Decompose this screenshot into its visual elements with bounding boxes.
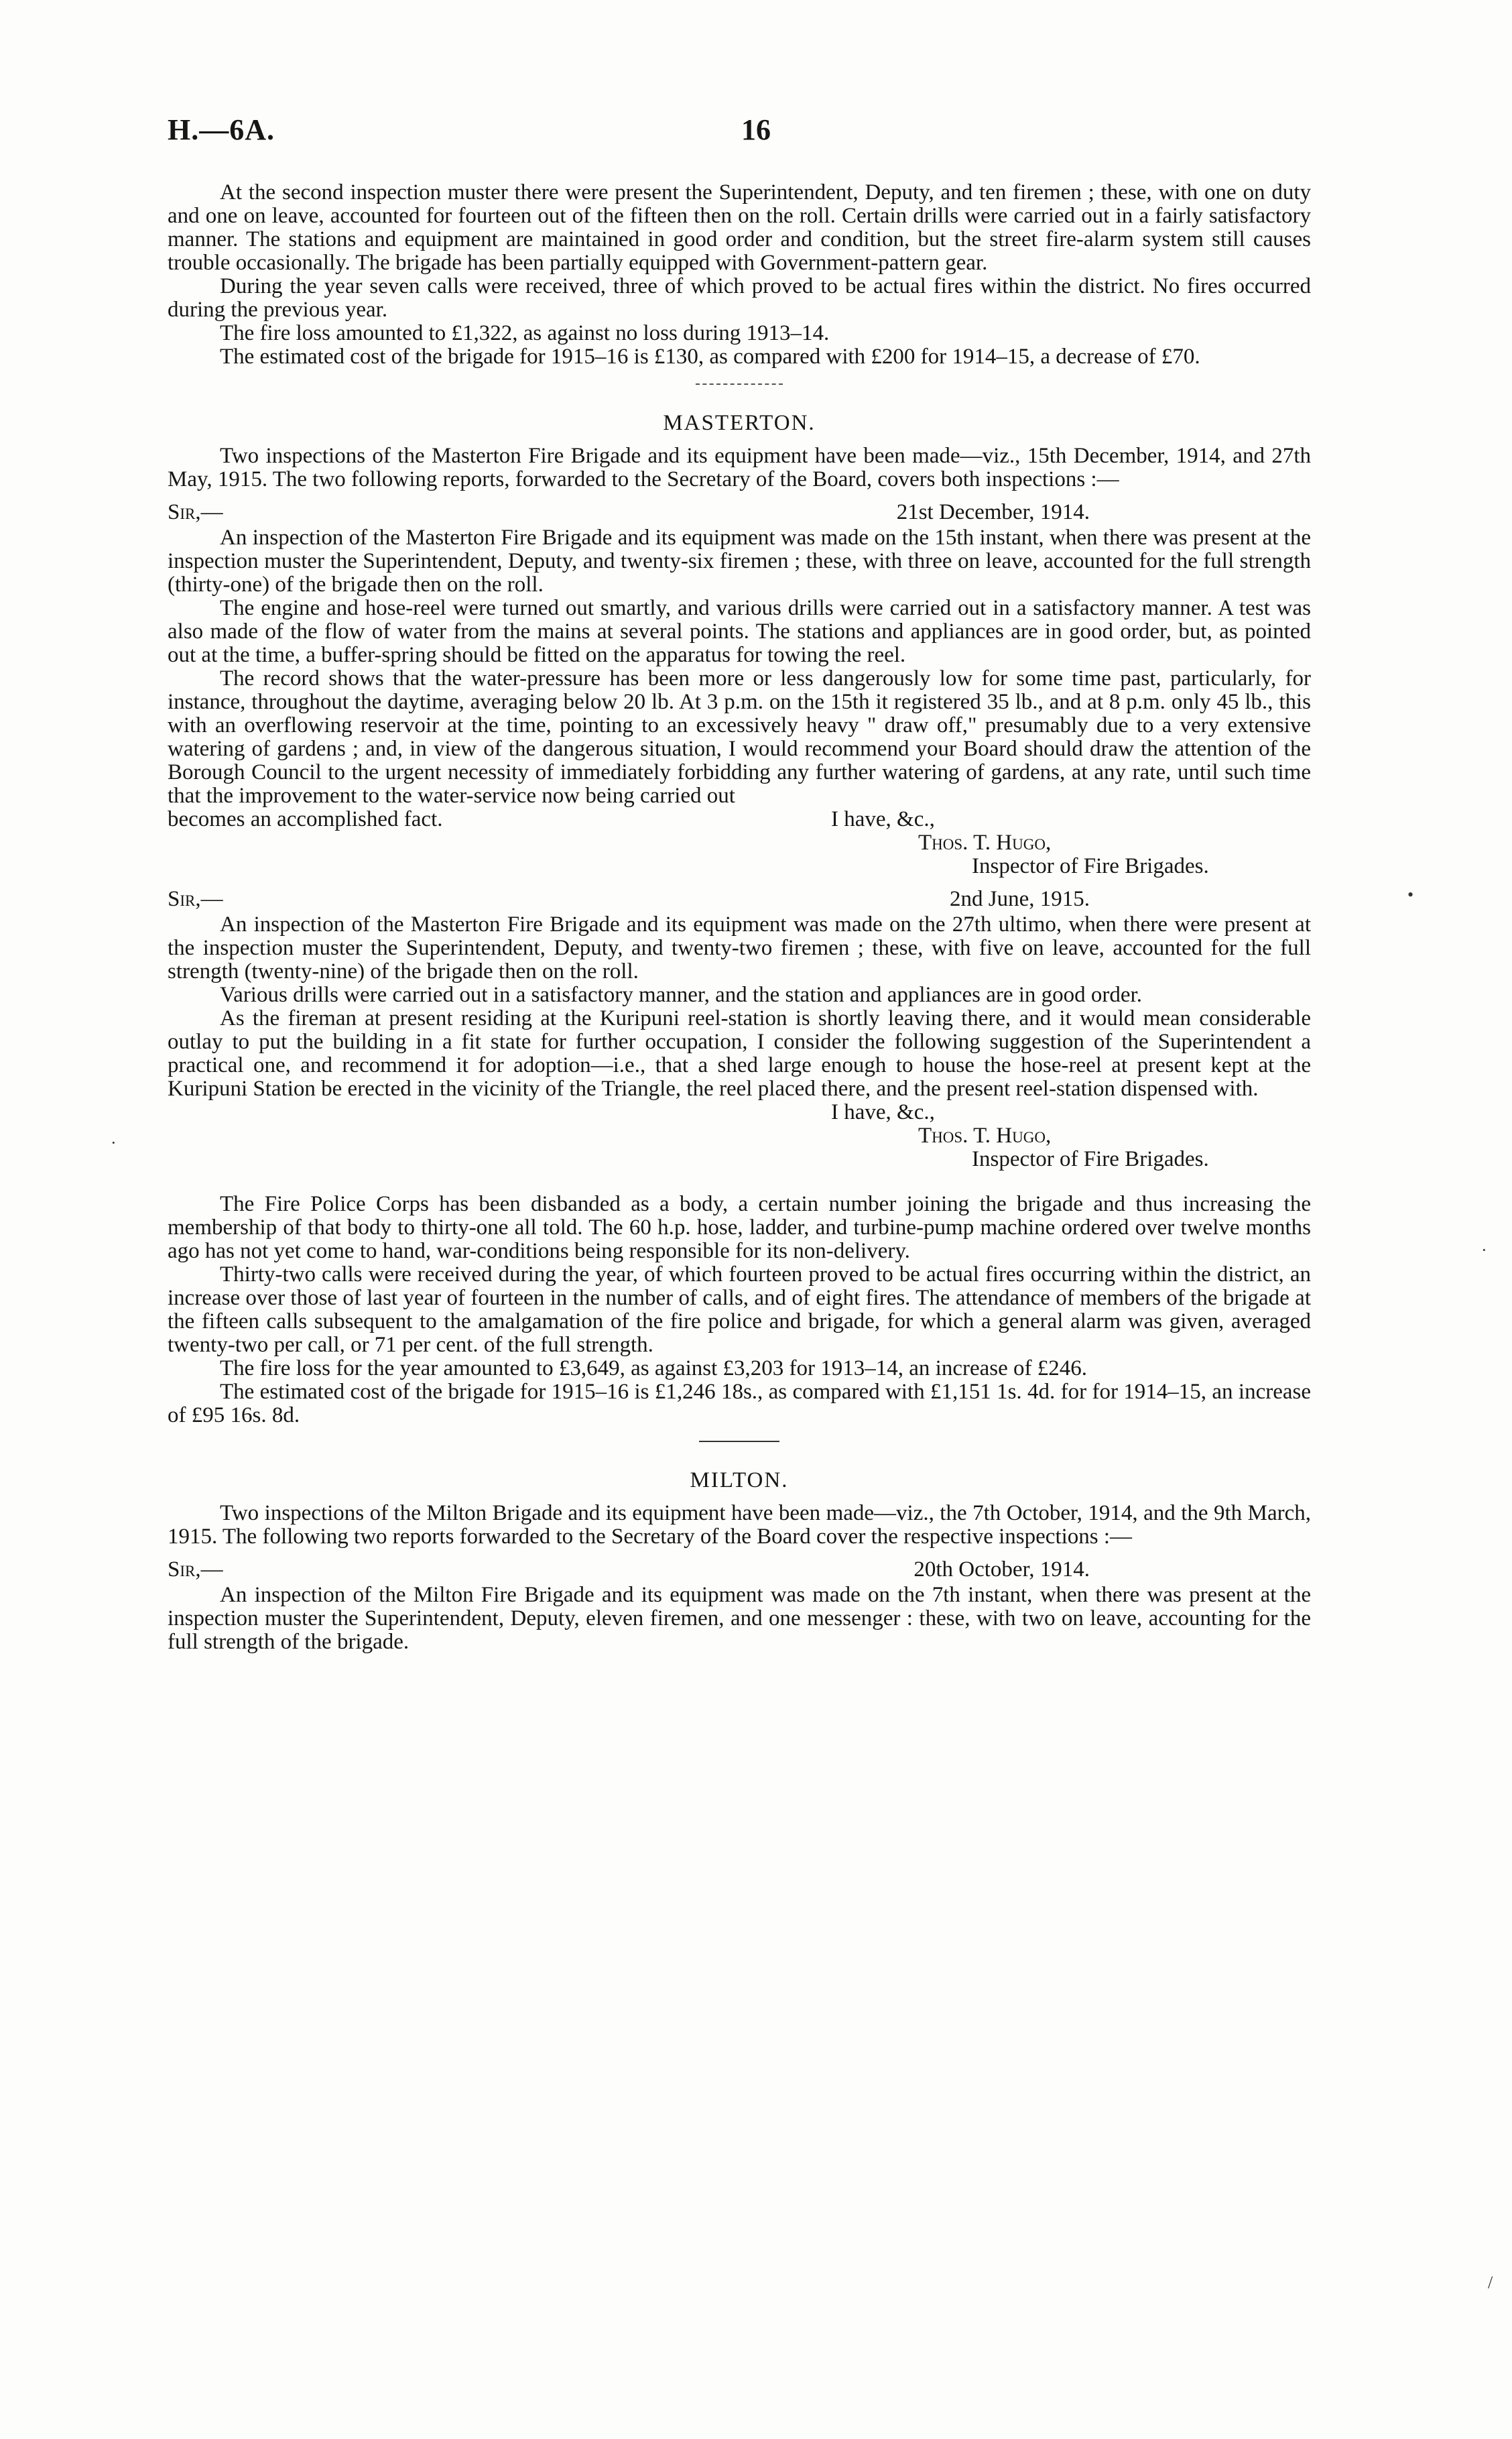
signature: Thos. T. Hugo, — [918, 831, 1052, 855]
paragraph: An inspection of the Masterton Fire Brigade and its equipment was made on the 27th ultimo, when there were present at the inspection muster the Superintendent, Deputy, and twenty-two firemen ; these, with five on leave, accounted for the full strength (twenty-nine) of the brigade then on the roll. — [168, 912, 1311, 984]
scan-speck: / — [1488, 2273, 1493, 2292]
signatory-title: Inspector of Fire Brigades. — [972, 854, 1209, 878]
paragraph: The estimated cost of the brigade for 1915–16 is £130, as compared with £200 for 1914–15, a decrease of £70. — [220, 345, 1200, 369]
section-title-masterton: MASTERTON. — [663, 411, 816, 435]
paragraph: As the fireman at present residing at the Kuripuni reel-station is shortly leaving there, and it would mean considerable outlay to put the building in a fit state for further occupation, I consider the following suggestion of the Superintendent a practical one, and recommend it for adoption—i.e., that a shed large enough to house the hose-reel at present kept at the Kuripuni Station be erected in the vicinity of the Triangle, the reel placed there, and the present reel-station dispensed with. — [168, 1006, 1311, 1101]
closing-phrase: I have, &c., — [831, 1100, 935, 1124]
paragraph: An inspection of the Masterton Fire Brigade and its equipment was made on the 15th instant, when there was present at the inspection muster the Superintendent, Deputy, and twenty-six firemen ; these, with three on leave, accounted for the full strength (thirty-one) of the brigade then on the roll. — [168, 526, 1311, 597]
scan-speck: · — [111, 1133, 117, 1152]
letter-heading — [168, 501, 1311, 526]
page-body — [168, 181, 1311, 1654]
paragraph: The engine and hose-reel were turned out smartly, and various drills were carried out in a satisfactory manner. A test was also made of the flow of water from the mains at several points. The stations and appliances are in good order, but, as pointed out at the time, a buffer-spring should be fitted on the apparatus for towing the reel. — [168, 596, 1311, 667]
salutation: Sir,— — [168, 500, 223, 524]
salutation: Sir,— — [168, 887, 223, 911]
letter-date: 2nd June, 1915. — [950, 887, 1090, 911]
letter-date: 21st December, 1914. — [896, 500, 1090, 524]
letter-date: 20th October, 1914. — [914, 1557, 1090, 1582]
paragraph-end: becomes an accomplished fact. — [168, 807, 443, 831]
scan-speck: · — [1481, 1240, 1487, 1260]
paragraph: Two inspections of the Milton Brigade and its equipment have been made—viz., the 7th October, 1914, and the 9th March, 1915. The following two reports forwarded to the Secretary of the Board cover the respective inspections :— — [168, 1501, 1311, 1549]
paragraph: The fire loss amounted to £1,322, as against no loss during 1913–14. — [220, 321, 830, 345]
closing-phrase: I have, &c., — [831, 807, 935, 831]
paragraph: The Fire Police Corps has been disbanded as a body, a certain number joining the brigade and thus increasing the membership of that body to thirty-one all told. The 60 h.p. hose, ladder, and turbine-pump machine ordered over twelve months ago has not yet come to hand, war-conditions being responsible for its non-delivery. — [168, 1192, 1311, 1263]
page-number: 16 — [741, 113, 771, 146]
paragraph: The estimated cost of the brigade for 1915–16 is £1,246 18s., as compared with £1,151 1s. 4d. for for 1914–15, an increase of £95 16s. 8d. — [168, 1380, 1311, 1427]
section-divider — [699, 1441, 779, 1442]
paragraph: At the second inspection muster there were present the Superintendent, Deputy, and ten firemen ; these, with one on duty and one on leave, accounted for fourteen out of the fifteen then on the roll. Certain drills were carried out in a fairly satisfactory manner. The stations and equipment are maintained in good order and condition, but the street fire-alarm system still causes trouble occasionally. The brigade has been partially equipped with Government-pattern gear. — [168, 180, 1311, 275]
letter-closing — [168, 808, 1311, 831]
paragraph: Two inspections of the Masterton Fire Brigade and its equipment have been made—viz., 15th December, 1914, and 27th May, 1915. The two following reports, forwarded to the Secretary of the Board, covers both inspections :— — [168, 444, 1311, 491]
paragraph: Thirty-two calls were received during the year, of which fourteen proved to be actual fires occurring within the district, an increase over those of last year of fourteen in the number of calls, and of eight fires. The attendance of members of the brigade at the fifteen calls subsequent to the amalgamation of the fire police and brigade, for which a general alarm was given, averaged twenty-two per call, or 71 per cent. of the full strength. — [168, 1262, 1311, 1357]
paragraph: During the year seven calls were received, three of which proved to be actual fires within the district. No fires occurred during the previous year. — [168, 274, 1311, 322]
signatory-title: Inspector of Fire Brigades. — [972, 1147, 1209, 1171]
paragraph: The record shows that the water-pressure has been more or less dangerously low for some time past, particularly, for instance, throughout the daytime, averaging below 20 lb. At 3 p.m. on the 15th it registered 35 lb., and at 8 p.m. only 45 lb., this with an overflowing reservoir at the time, pointing to an excessively heavy " draw off," presumably due to a very extensive watering of gardens ; and, in view of the dangerous situation, I would recommend your Board should draw the attention of the Borough Council to the urgent necessity of immediately forbidding any further watering of gardens, at any rate, until such time that the improvement to the water-service now being carried out — [168, 666, 1311, 808]
letter-heading — [168, 1558, 1311, 1584]
scan-speck: • — [1407, 885, 1414, 904]
page-header — [168, 113, 1311, 153]
document-reference: H.—6A. — [168, 113, 275, 146]
signature: Thos. T. Hugo, — [918, 1124, 1052, 1148]
section-title-milton: MILTON. — [690, 1468, 789, 1492]
paragraph: Various drills were carried out in a satisfactory manner, and the station and appliances are in good order. — [220, 983, 1142, 1007]
section-divider — [696, 383, 783, 385]
letter-heading — [168, 888, 1311, 913]
paragraph: The fire loss for the year amounted to £3,649, as against £3,203 for 1913–14, an increase of £246. — [220, 1356, 1087, 1380]
salutation: Sir,— — [168, 1557, 223, 1582]
paragraph: An inspection of the Milton Fire Brigade and its equipment was made on the 7th instant, when there was present at the inspection muster the Superintendent, Deputy, eleven firemen, and one messenger : these, with two on leave, accounting for the full strength of the brigade. — [168, 1583, 1311, 1654]
